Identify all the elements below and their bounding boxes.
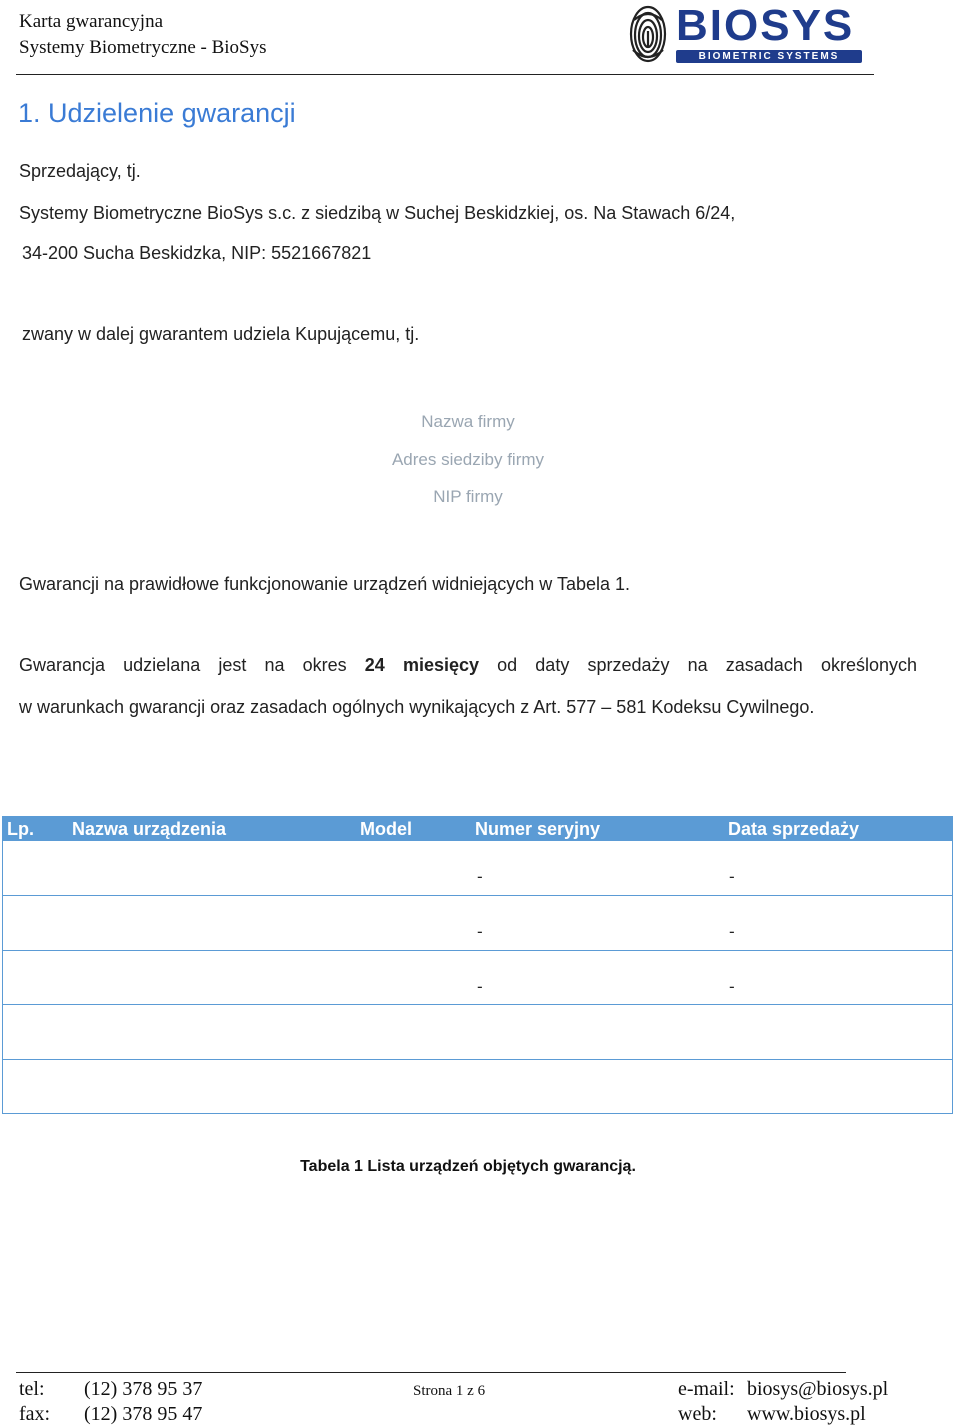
footer-fax-label: fax: — [19, 1403, 51, 1425]
placeholder-company-name: Nazwa firmy — [421, 412, 515, 431]
footer-page-number: Strona 1 z 6 — [413, 1383, 486, 1399]
warranty-terms-line2: w warunkach gwarancji oraz zasadach ogólnych wynikających z Art. 577 – 581 Kodeksu Cywilnego. — [19, 697, 815, 717]
terms-post: od daty sprzedaży na zasadach określonych — [479, 655, 917, 675]
table-row — [3, 1059, 952, 1113]
warranty-terms-line1 — [19, 655, 917, 676]
table-row — [3, 950, 952, 1004]
col-header-device-name: Nazwa urządzenia — [72, 819, 227, 839]
footer-fax-value: (12) 378 95 47 — [84, 1403, 203, 1425]
col-header-lp: Lp. — [7, 819, 34, 839]
table-row — [3, 841, 952, 895]
header-title: Karta gwarancyjna — [19, 11, 164, 32]
seller-address-line1: Systemy Biometryczne BioSys s.c. z siedzibą w Suchej Beskidzkiej, os. Na Stawach 6/24, — [19, 203, 736, 223]
placeholder-company-address: Adres siedziby firmy — [391, 450, 545, 469]
col-header-model: Model — [360, 819, 412, 839]
header-subtitle: Systemy Biometryczne - BioSys — [19, 37, 267, 58]
table-row — [3, 895, 952, 949]
row-sale-date: - — [729, 977, 735, 996]
footer-web-label: web: — [678, 1403, 717, 1425]
grant-statement: zwany w dalej gwarantem udziela Kupującemu, tj. — [22, 324, 420, 344]
row-sale-date: - — [729, 867, 735, 886]
footer-tel-value: (12) 378 95 37 — [84, 1378, 203, 1400]
terms-pre: Gwarancja udzielana jest na okres — [19, 655, 365, 675]
section-title: 1. Udzielenie gwarancji — [18, 98, 296, 128]
row-sale-date: - — [729, 922, 735, 941]
footer-rule — [16, 1372, 846, 1373]
header-rule — [16, 74, 874, 75]
footer-email-label: e-mail: — [678, 1378, 735, 1400]
footer-email-value[interactable]: biosys@biosys.pl — [747, 1378, 889, 1400]
table-caption: Tabela 1 Lista urządzeń objętych gwarancją. — [300, 1158, 636, 1175]
col-header-sale-date: Data sprzedaży — [728, 819, 860, 839]
row-serial: - — [477, 867, 483, 886]
row-serial: - — [477, 977, 483, 996]
placeholder-company-nip: NIP firmy — [433, 487, 503, 506]
logo-wordmark: BIOSYS — [676, 1, 855, 50]
footer-tel-label: tel: — [19, 1378, 45, 1400]
logo-tagline-bar — [676, 50, 862, 63]
seller-intro: Sprzedający, tj. — [19, 161, 141, 181]
seller-address-line2: 34-200 Sucha Beskidzka, NIP: 5521667821 — [22, 243, 372, 263]
logo-tagline: BIOMETRIC SYSTEMS — [698, 51, 840, 62]
terms-period: 24 miesięcy — [364, 655, 480, 675]
table-row — [3, 1004, 952, 1058]
biosys-logo — [626, 2, 866, 66]
device-table — [2, 816, 953, 1114]
warranty-statement: Gwarancji na prawidłowe funkcjonowanie urządzeń widniejących w Tabela 1. — [19, 574, 631, 594]
col-header-serial: Numer seryjny — [475, 819, 601, 839]
footer-web-value[interactable]: www.biosys.pl — [747, 1403, 866, 1425]
row-serial: - — [477, 922, 483, 941]
table-header — [3, 817, 952, 841]
